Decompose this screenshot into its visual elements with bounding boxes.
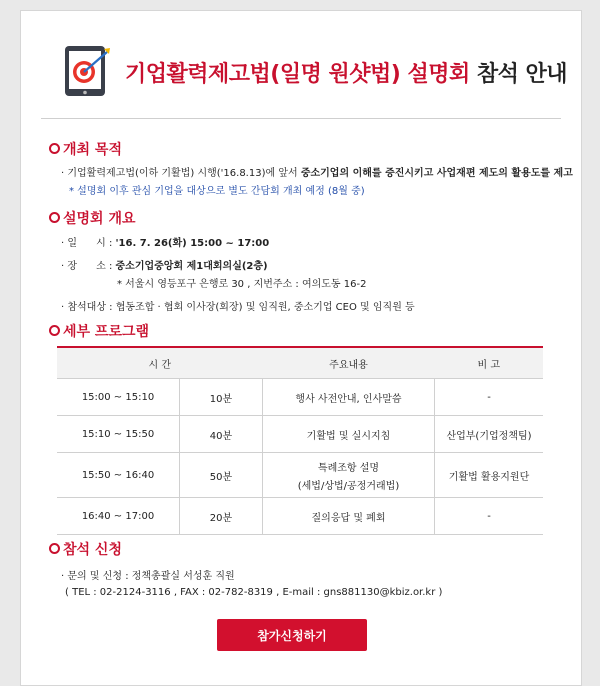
apply-phones: ( TEL : 02-2124-3116 , FAX : 02-782-8319 , E-mail : gns881130@kbiz.or.kr ): [65, 587, 443, 598]
purpose-line: · 기업활력제고법(이하 기활법) 시행('16.8.13)에 앞서 중소기업의 이해를 증진시키고 사업재편 제도의 활용도를 제고: [61, 168, 573, 179]
row-note: 기활법 활용지원단: [435, 453, 544, 498]
section-apply-title: 참석 신청: [49, 539, 122, 559]
header-divider: [41, 118, 561, 119]
section-purpose-title: 개최 목적: [49, 139, 122, 159]
program-table: [57, 346, 543, 535]
purpose-note: * 설명회 이후 관심 기업을 대상으로 별도 간담회 개최 예정 (8월 중): [69, 186, 365, 197]
header-time: 시 간: [57, 347, 263, 379]
page-title: [125, 57, 567, 88]
row-duration: 40분: [180, 416, 263, 453]
header: [21, 11, 581, 119]
row-content: 기활법 및 실시지침: [263, 416, 435, 453]
section-program-title: 세부 프로그램: [49, 321, 149, 341]
page-title-main: 기업활력제고법(일명 원샷법) 설명회: [125, 62, 470, 87]
row-note: -: [435, 498, 544, 535]
circle-bullet-icon: [49, 212, 60, 223]
apply-contact: · 문의 및 신청 : 정책총괄실 서성훈 직원: [61, 571, 235, 582]
row-content: 질의응답 및 폐회: [263, 498, 435, 535]
row-content: 행사 사전안내, 인사말씀: [263, 379, 435, 416]
row-duration: 50분: [180, 453, 263, 498]
apply-button[interactable]: 참가신청하기: [217, 619, 367, 651]
row-duration: 10분: [180, 379, 263, 416]
table-row: [57, 379, 543, 416]
page-title-sub: 참석 안내: [476, 62, 568, 87]
notice-card: [20, 10, 582, 686]
overview-target: · 참석대상 : 협동조합 · 협회 이사장(회장) 및 임직원, 중소기업 CEO 및 임직원 등: [61, 302, 415, 313]
row-time: 15:50 ~ 16:40: [57, 453, 180, 498]
row-time: 15:10 ~ 15:50: [57, 416, 180, 453]
circle-bullet-icon: [49, 143, 60, 154]
header-content: 주요내용: [263, 347, 435, 379]
row-note: -: [435, 379, 544, 416]
header-note: 비 고: [435, 347, 544, 379]
table-row: [57, 416, 543, 453]
circle-bullet-icon: [49, 325, 60, 336]
overview-address: * 서울시 영등포구 은행로 30 , 지번주소 : 여의도동 16-2: [117, 279, 367, 290]
row-time: 16:40 ~ 17:00: [57, 498, 180, 535]
table-row: [57, 453, 543, 498]
row-duration: 20분: [180, 498, 263, 535]
row-note: 산업부(기업정책팀): [435, 416, 544, 453]
row-time: 15:00 ~ 15:10: [57, 379, 180, 416]
overview-place: · 장 소 : 중소기업중앙회 제1대회의실(2층): [61, 261, 268, 272]
circle-bullet-icon: [49, 543, 60, 554]
table-header-row: [57, 347, 543, 379]
table-row: [57, 498, 543, 535]
overview-date: · 일 시 : '16. 7. 26(화) 15:00 ~ 17:00: [61, 238, 270, 249]
tablet-target-icon: [63, 44, 113, 100]
section-overview-title: 설명회 개요: [49, 208, 136, 228]
row-content: 특례조항 설명 (세법/상법/공정거래법): [263, 453, 435, 498]
